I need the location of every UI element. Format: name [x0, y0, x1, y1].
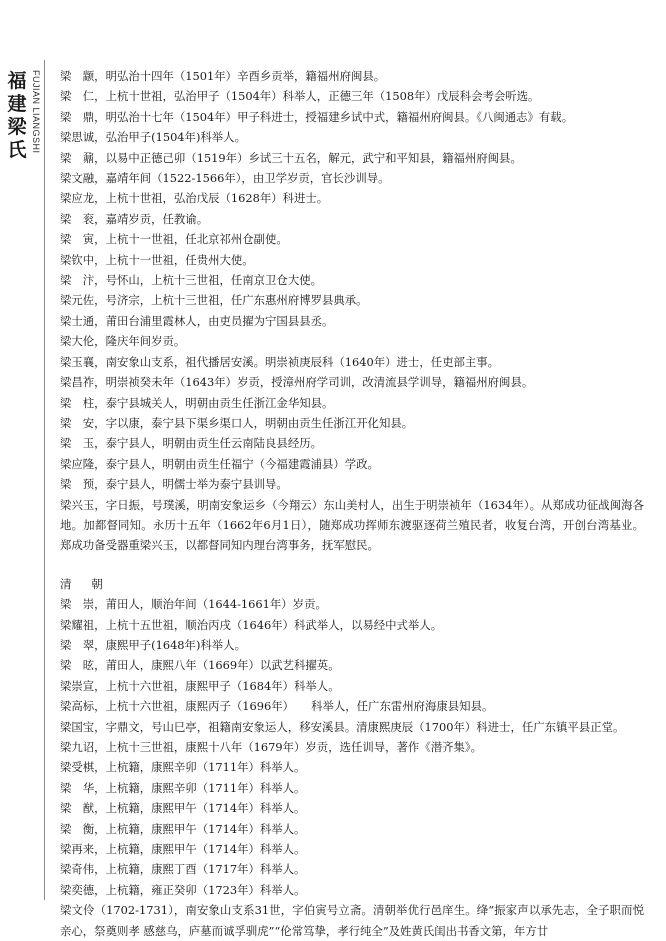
list-item: 梁崇宣，上杭十六世祖，康熙甲子（1684年）科举人。: [60, 678, 340, 693]
list-item: 梁 猷，上杭籍，康熙甲午（1714年）科举人。: [60, 801, 306, 816]
list-item: 梁应龙，上杭十世祖，弘治戊辰（1628年）科进士。: [60, 191, 329, 206]
ming-entries: [60, 66, 644, 556]
list-item: 梁 衮，嘉靖岁贡，任教谕。: [60, 211, 209, 226]
list-item: 梁 寅，上杭十一世祖，任北京祁州仓副使。: [60, 232, 288, 247]
side-title: [6, 70, 28, 162]
list-item: 梁文融，嘉靖年间（1522-1566年），由卫学岁贡，官长沙训导。: [60, 171, 390, 186]
biography-paragraph: 梁兴玉，字日振，号璞溪，明南安象运乡（今翔云）东山美村人，出生于明崇祯年（1634年）。从郑成功征战闽海各地。加都督同知。永历十五年（1662年6月1日），随郑成功挥师东渡驱逐荷兰殖民者，收复台湾，开创台湾基业。郑成功备受器重梁兴玉，以都督同知内理台湾事务，抚军慰民。: [60, 497, 644, 553]
list-item: 梁 玉，泰宁县人，明朝由贡生任云南陆良县经历。: [60, 436, 322, 451]
list-item: 梁再来，上杭籍，康熙甲午（1714年）科举人。: [60, 842, 306, 857]
list-item: 梁玉襄，南安象山支系，祖代播居安溪。明崇祯庚辰科（1640年）进士，任吏部主事。: [60, 354, 500, 369]
document-body: [60, 66, 644, 941]
side-title-char: 梁: [7, 116, 27, 138]
side-roman-title: FUJIAN LIANGSHI: [31, 70, 41, 154]
list-item: 梁 翠，康熙甲子(1648年)科举人。: [60, 637, 246, 652]
side-divider: [44, 60, 45, 900]
list-item: 梁 颛，明弘治十四年（1501年）辛酉乡贡举，籍福州府闽县。: [60, 69, 386, 83]
section-heading-qing: 清 朝: [60, 576, 107, 591]
biography-paragraph: 梁文伶（1702-1731），南安象山支系31世，字伯寅号立斋。清朝举优行邑庠生。绛“振家声以承先志，全子职而悦亲心，祭奠则孝 感慈乌，庐墓而诚孚驯虎”“伦常笃挚，孝行纯全”及姓黄氏闺出书香文第，年方廿: [60, 903, 644, 938]
list-item: 梁奇伟，上杭籍，康熙丁酉（1717年）科举人。: [60, 862, 306, 877]
list-item: 梁士通，莆田台浦里霞林人，由吏员擢为宁国县县丞。: [60, 313, 334, 328]
list-item: 梁应隆，泰宁县人，明朝由贡生任福宁（今福建霞浦县）学政。: [60, 456, 379, 471]
list-item: 梁九诏，上杭十三世祖，康熙十八年（1679年）岁贡，选任训导，著作《潜齐集》。: [60, 740, 482, 754]
list-item: 梁 汴，号怀山，上杭十三世祖，任南京卫仓大使。: [60, 273, 322, 288]
list-item: 梁昌祚，明崇祯癸未年（1643年）岁贡，授漳州府学司训，改清流县学训导，籍福州府闽县。: [60, 375, 534, 390]
list-item: 梁高标，上杭十六世祖，康熙丙子（1696年） 科举人，任广东雷州府海康县知县。: [60, 699, 494, 714]
side-title-char: 氏: [7, 139, 27, 161]
qing-entries: [60, 594, 644, 941]
list-item: 梁 仁，上杭十世祖，弘治甲子（1504年）科举人，正德三年（1508年）戊辰科会考会听选。: [60, 89, 540, 104]
list-item: 梁受棋，上杭籍，康熙辛卯（1711年）科举人。: [60, 760, 306, 775]
list-item: 梁奕德，上杭籍，雍正癸卯（1723年）科举人。: [60, 882, 306, 897]
side-title-char: 福: [7, 70, 27, 92]
list-item: 梁 鼐，以易中正德己卯（1519年）乡试三十五名，解元，武宁和平知县，籍福州府闽县。: [60, 150, 522, 165]
list-item: 梁大伦，隆庆年间岁贡。: [60, 334, 186, 349]
list-item: 梁元佐，号济宗，上杭十三世祖，任广东惠州府博罗县典承。: [60, 293, 368, 308]
list-item: 梁 预，泰宁县人，明儒士举为泰宁县训导。: [60, 477, 288, 492]
list-item: 梁 衡，上杭籍，康熙甲午（1714年）科举人。: [60, 821, 306, 836]
list-item: 梁 崇，莆田人，顺治年间（1644-1661年）岁贡。: [60, 597, 327, 612]
list-item: 梁 昡，莆田人，康熙八年（1669年）以武艺科擢英。: [60, 658, 340, 673]
list-item: 梁思诚，弘治甲子(1504年)科举人。: [60, 130, 246, 145]
biography-paragraph: 梁国宝，字鼎文，号山巳亭，祖籍南安象运人，移安溪县。清康熙庚辰（1700年）科进士，任广东镇平县正堂。: [60, 719, 625, 734]
list-item: 梁 华，上杭籍，康熙辛卯（1711年）科举人。: [60, 780, 306, 795]
list-item: 梁钦中，上杭十一世祖，任贵州大使。: [60, 252, 254, 267]
list-item: 梁 鼎，明弘治十七年（1504年）甲子科进士，授福建乡试中式，籍福州府闽县。《八闽通志》有载。: [60, 109, 574, 124]
side-title-char: 建: [7, 93, 27, 115]
list-item: 梁耀祖，上杭十五世祖，顺治丙戌（1646年）科武举人，以易经中式举人。: [60, 617, 443, 632]
list-item: 梁 柱，泰宁县城关人，明朝由贡生任浙江金华知县。: [60, 395, 334, 410]
list-item: 梁 安，字以康，泰宁县下渠乡渠口人，明朝由贡生任浙江开化知县。: [60, 415, 414, 430]
